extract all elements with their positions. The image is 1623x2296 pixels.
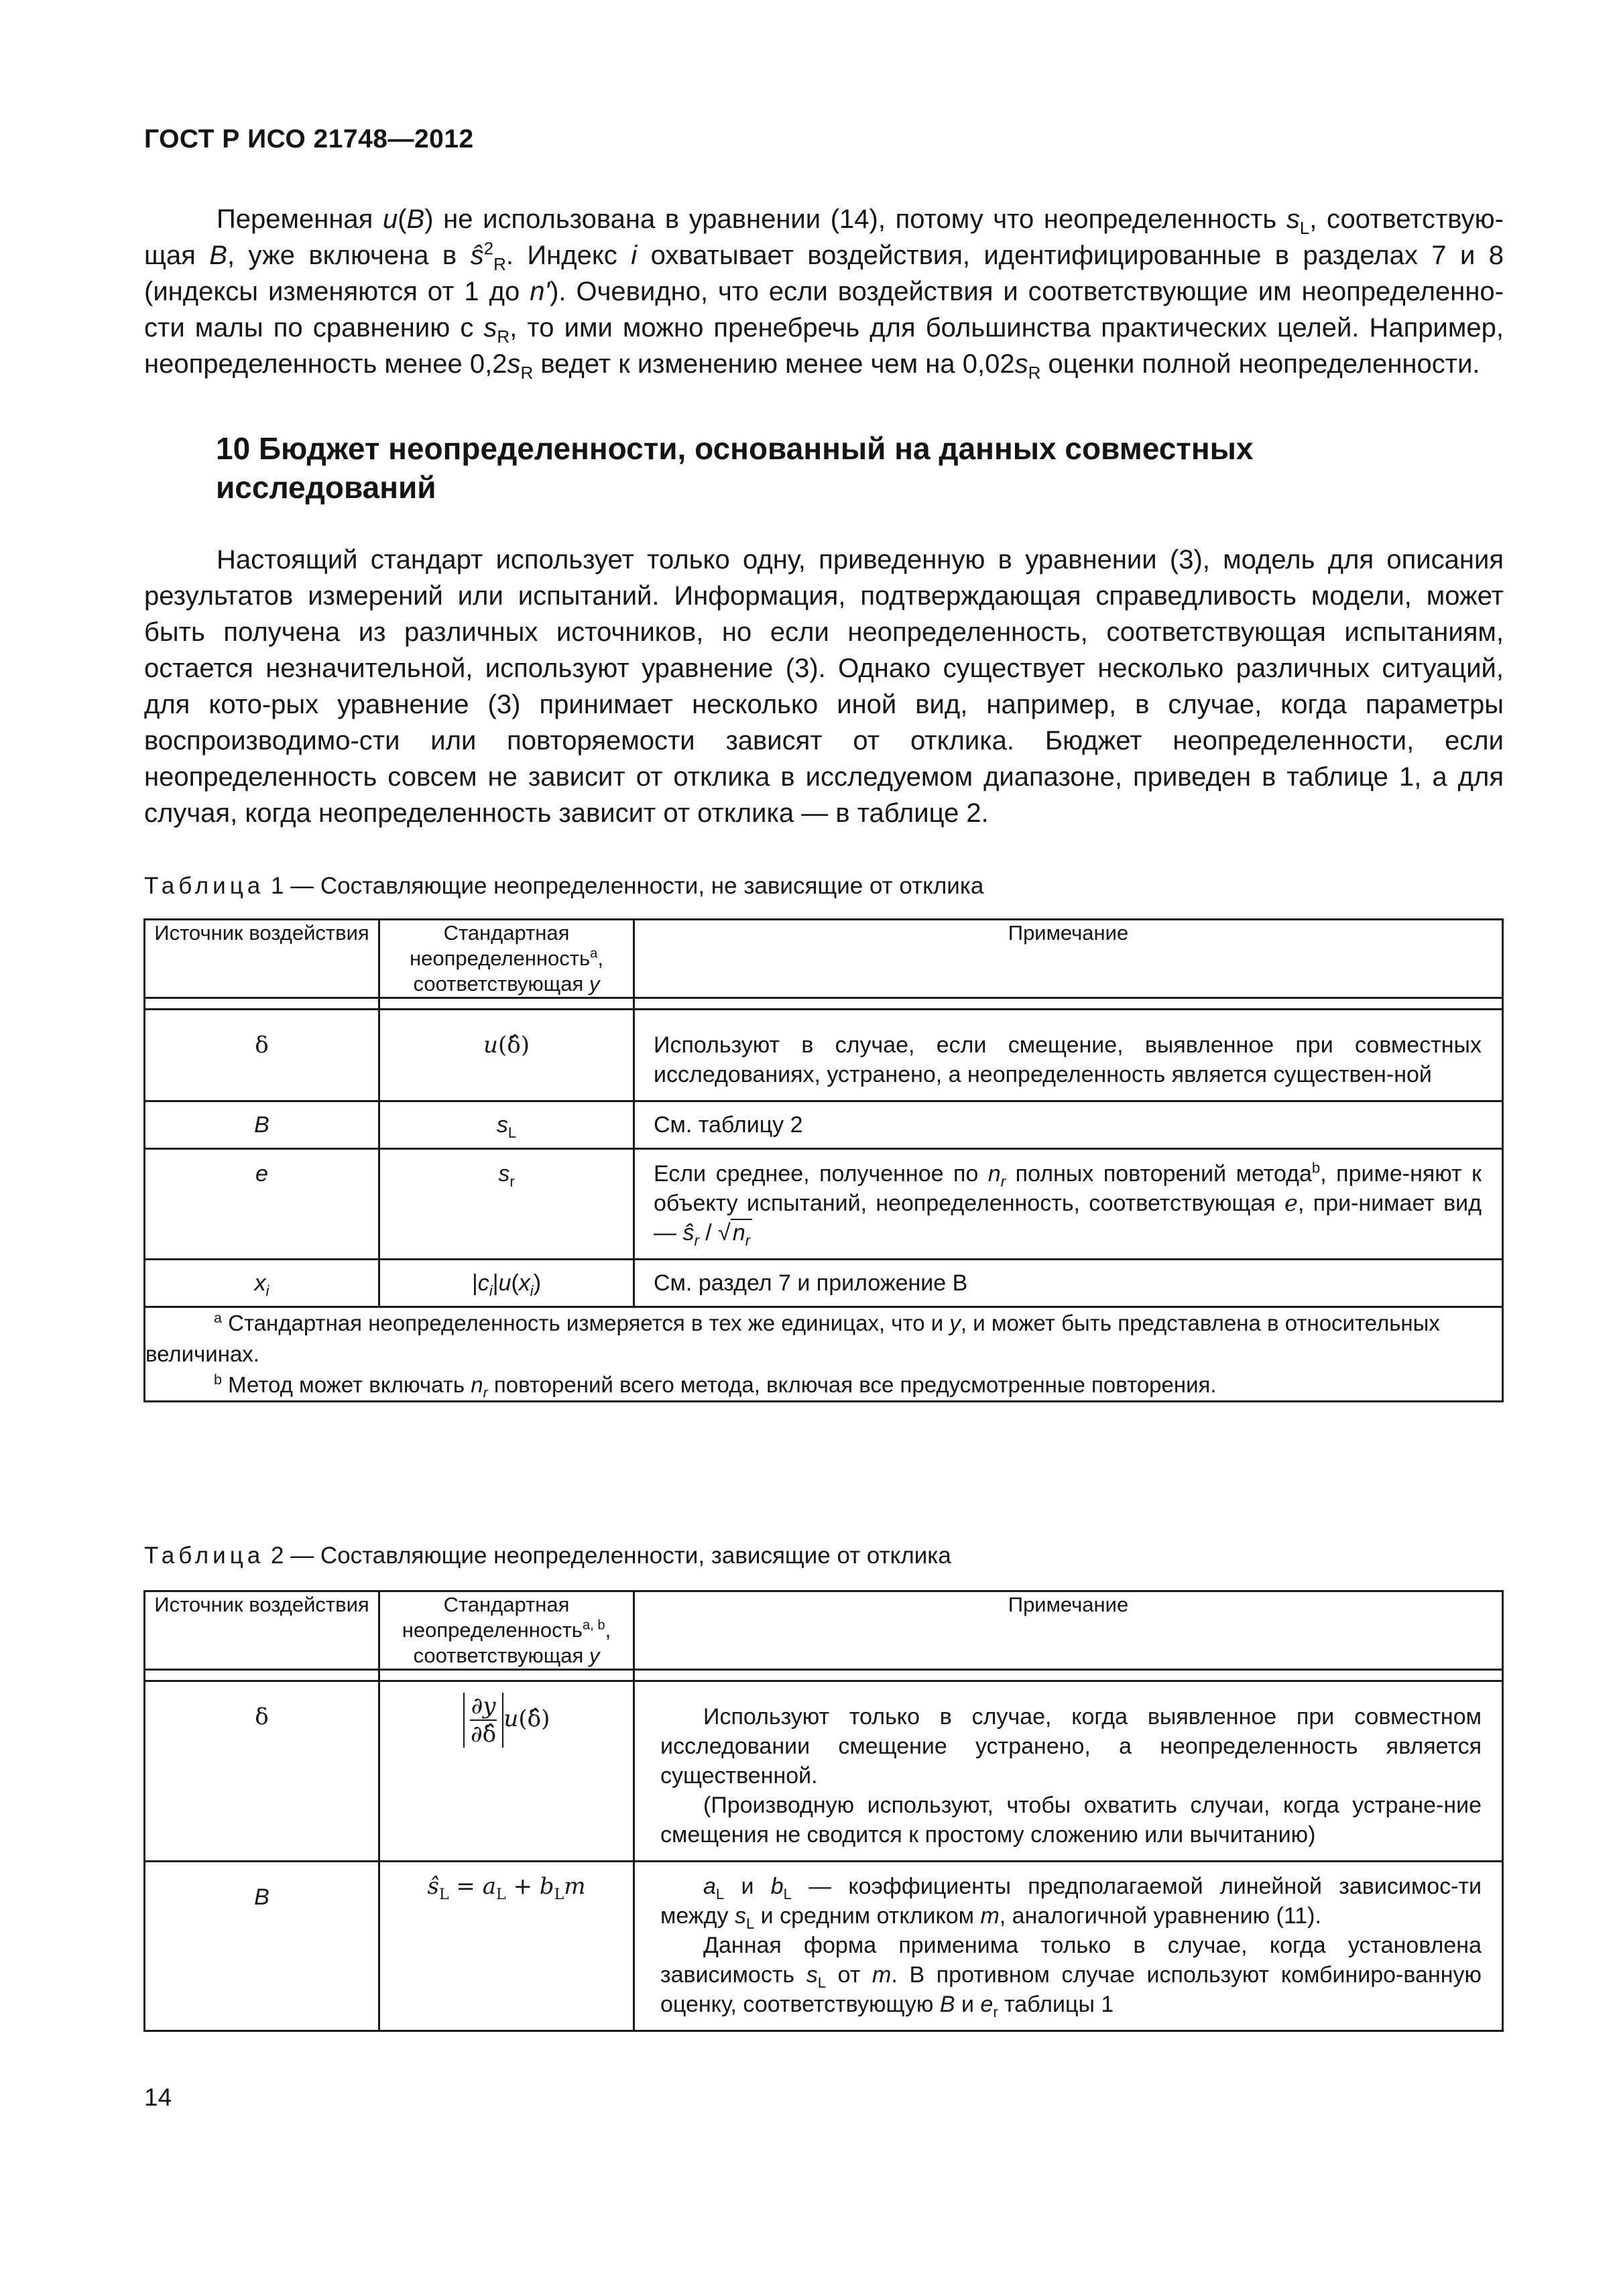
uncertainty-sL: $s_L$ (379, 1101, 634, 1149)
header-source: Источник воздействия (145, 1591, 379, 1670)
header-note: Примечание (634, 920, 1503, 998)
source-delta: δ (145, 1681, 379, 1862)
document-code-header: ГОСТ Р ИСО 21748—2012 (144, 125, 474, 154)
uncertainty-linear: $ŝ_L = a_L + b_Lm$ (379, 1862, 634, 2031)
section-title: 10 Бюджет неопределенности, основанный на данных совместных исследований (216, 431, 1254, 505)
table1-caption: Таблица 1 — Составляющие неопределенности, не зависящие от отклика (144, 873, 984, 899)
source-delta: δ (145, 1010, 379, 1101)
source-e: e (145, 1149, 379, 1260)
paragraph-model-description: Настоящий стандарт использует только одну, приведенную в уравнении (3), модель для описания результатов измерений или испытаний. Информация, подтверждающая справедливость модели, может быть получена из различных источников, но если неопределенность, соответствующая испытаниям, остается незначительной, используют уравнение (3). Однако существует несколько различных ситуаций, для кото-рых уравнение (3) принимает несколько иной вид, например, в случае, когда параметры воспроизводимо-сти или повторяемости зависят от отклика. Бюджет неопределенности, если неопределенность совсем не зависит от отклика в исследуемом диапазоне, приведен в таблице 1, а для случая, когда неопределенность зависит от отклика — в таблице 2. (144, 545, 1504, 828)
header-uncertainty: Стандартная неопределенность$^{a, b}$, соответствующая y (379, 1591, 634, 1670)
table-row (145, 1681, 1503, 1862)
source-B: B (145, 1101, 379, 1149)
table1-response-independent (143, 918, 1504, 1402)
table-row (145, 1010, 1503, 1101)
table-row (145, 1862, 1503, 2031)
table2-response-dependent (143, 1590, 1504, 2032)
note-B: См. таблицу 2 (634, 1101, 1503, 1149)
note-delta: Используют только в случае, когда выявленное при совместном исследовании смещение устранено, а неопределенность является существенной. (Производную используют, чтобы охватить случаи, когда устране-ние смещения не сводится к простому сложению или вычитанию) (634, 1681, 1503, 1862)
uncertainty-ci-uxi: $|c_i|u(x_i)$ (379, 1260, 634, 1307)
page-number: 14 (144, 2083, 172, 2111)
table-row (145, 1101, 1503, 1149)
header-source: Источник воздействия (145, 920, 379, 998)
table1-footnotes (145, 1307, 1503, 1402)
uncertainty-derivative: $\frac{\partial y}{\partial\deltâ}$ u(δ̂) (379, 1681, 634, 1862)
header-uncertainty: Стандартная неопределенность$^a$, соответствующая y (379, 920, 634, 998)
table-row (145, 1260, 1503, 1307)
paragraph-variable-uB: Переменная u(B) не использована в уравнении (14), потому что неопределенность $s_L$, соответствую-щая B, уже включена в $ŝ^2_R$. Индекс i охватывает воздействия, идентифицированные в разделах 7 и 8 (индексы изменяются от 1 до n'). Очевидно, что если воздействия и соответствующие им неопределенно-сти малы по сравнению с $s_R$, то ими можно пренебречь для большинства практических целей. Например, неопределенность менее $0,2s_R$ ведет к изменению менее чем на $0,02s_R$ оценки полной неопределенности. (144, 204, 1504, 383)
source-xi: $x_i$ (145, 1260, 379, 1307)
table-row (145, 1149, 1503, 1260)
note-xi: См. раздел 7 и приложение В (634, 1260, 1503, 1307)
header-separator (145, 998, 1503, 1010)
table-header-row (145, 920, 1503, 998)
uncertainty-sr: $s_r$ (379, 1149, 634, 1260)
note-delta: Используют в случае, если смещение, выявленное при совместных исследованиях, устранено, а неопределенность является существен-ной (634, 1010, 1503, 1101)
header-separator (145, 1670, 1503, 1681)
table-header-row (145, 1591, 1503, 1670)
note-B: $a_L$ и $b_L$ — коэффициенты предполагаемой линейной зависимос-ти между $s_L$ и средним откликом m, аналогичной уравнению (11). Данная форма применима только в случае, когда установлена зависимость $s_L$ от m. В противном случае используют комбиниро-ванную оценку, соответствующую B и $e_r$ таблицы 1 (634, 1862, 1503, 2031)
uncertainty-u-delta: u(δ̂) (379, 1010, 634, 1101)
table2-caption: Таблица 2 — Составляющие неопределенности, зависящие от отклика (144, 1543, 951, 1569)
header-note: Примечание (634, 1591, 1503, 1670)
note-e: Если среднее, полученное по $n_r$ полных повторений метода$^b$, приме-няют к объекту испытаний, неопределенность, соответствующая e, при-нимает вид — $ŝ_r / √n_r$ (634, 1149, 1503, 1260)
footnote-b: $^b$ Метод может включать $n_r$ повторений всего метода, включая все предусмотренные повторения. (214, 1372, 1217, 1401)
source-B: B (145, 1862, 379, 2031)
footnote-a: $^a$ Стандартная неопределенность измеряется в тех же единицах, что и y, и может быть представлена в относительных величинах. (145, 1310, 1440, 1366)
